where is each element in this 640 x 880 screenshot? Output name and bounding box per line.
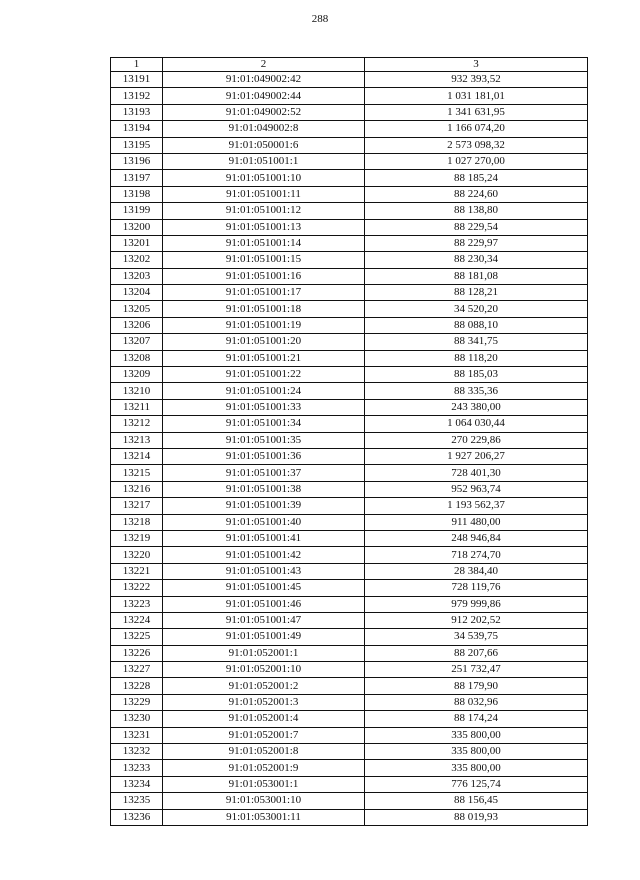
- row-number-cell: 13234: [111, 776, 163, 792]
- cadastral-number-cell: 91:01:051001:1: [163, 153, 365, 169]
- cadastral-number-cell: 91:01:049002:42: [163, 72, 365, 88]
- row-number-cell: 13197: [111, 170, 163, 186]
- cadastral-number-cell: 91:01:052001:8: [163, 744, 365, 760]
- cadastral-number-cell: 91:01:051001:11: [163, 186, 365, 202]
- table-row: [111, 268, 588, 284]
- value-cell: 34 539,75: [365, 629, 588, 645]
- value-cell: 2 573 098,32: [365, 137, 588, 153]
- row-number-cell: 13221: [111, 563, 163, 579]
- table-row: [111, 137, 588, 153]
- row-number-cell: 13230: [111, 711, 163, 727]
- value-cell: 28 384,40: [365, 563, 588, 579]
- table-row: [111, 301, 588, 317]
- row-number-cell: 13216: [111, 481, 163, 497]
- table-row: [111, 629, 588, 645]
- value-cell: 88 207,66: [365, 645, 588, 661]
- value-cell: 335 800,00: [365, 727, 588, 743]
- value-cell: 335 800,00: [365, 744, 588, 760]
- cadastral-number-cell: 91:01:050001:6: [163, 137, 365, 153]
- table-row: [111, 711, 588, 727]
- cadastral-number-cell: 91:01:051001:24: [163, 383, 365, 399]
- table-row: [111, 72, 588, 88]
- row-number-cell: 13210: [111, 383, 163, 399]
- table-header: [111, 58, 588, 72]
- row-number-cell: 13201: [111, 235, 163, 251]
- table-row: [111, 596, 588, 612]
- table-row: [111, 498, 588, 514]
- value-cell: 776 125,74: [365, 776, 588, 792]
- table-row: [111, 235, 588, 251]
- cadastral-number-cell: 91:01:051001:14: [163, 235, 365, 251]
- row-number-cell: 13205: [111, 301, 163, 317]
- table-row: [111, 448, 588, 464]
- value-cell: 88 088,10: [365, 317, 588, 333]
- value-cell: 88 118,20: [365, 350, 588, 366]
- cadastral-number-cell: 91:01:051001:33: [163, 399, 365, 415]
- row-number-cell: 13200: [111, 219, 163, 235]
- cadastral-number-cell: 91:01:051001:38: [163, 481, 365, 497]
- value-cell: 243 380,00: [365, 399, 588, 415]
- page-number: 288: [311, 13, 329, 25]
- row-number-cell: 13212: [111, 416, 163, 432]
- cadastral-number-cell: 91:01:051001:36: [163, 448, 365, 464]
- cadastral-number-cell: 91:01:051001:22: [163, 367, 365, 383]
- cadastral-number-cell: 91:01:053001:1: [163, 776, 365, 792]
- row-number-cell: 13220: [111, 547, 163, 563]
- cadastral-number-cell: 91:01:051001:49: [163, 629, 365, 645]
- cadastral-number-cell: 91:01:051001:41: [163, 530, 365, 546]
- cadastral-number-cell: 91:01:049002:44: [163, 88, 365, 104]
- row-number-cell: 13227: [111, 662, 163, 678]
- table-row: [111, 219, 588, 235]
- row-number-cell: 13222: [111, 580, 163, 596]
- row-number-cell: 13199: [111, 203, 163, 219]
- row-number-cell: 13232: [111, 744, 163, 760]
- row-number-cell: 13193: [111, 104, 163, 120]
- row-number-cell: 13233: [111, 760, 163, 776]
- table-row: [111, 350, 588, 366]
- cadastral-number-cell: 91:01:051001:15: [163, 252, 365, 268]
- column-header-1: 1: [111, 58, 163, 72]
- row-number-cell: 13208: [111, 350, 163, 366]
- cadastral-number-cell: 91:01:052001:4: [163, 711, 365, 727]
- row-number-cell: 13202: [111, 252, 163, 268]
- row-number-cell: 13203: [111, 268, 163, 284]
- cadastral-number-cell: 91:01:052001:7: [163, 727, 365, 743]
- table-body: [111, 72, 588, 826]
- row-number-cell: 13217: [111, 498, 163, 514]
- row-number-cell: 13231: [111, 727, 163, 743]
- value-cell: 251 732,47: [365, 662, 588, 678]
- column-header-2: 2: [163, 58, 365, 72]
- cadastral-number-cell: 91:01:051001:37: [163, 465, 365, 481]
- value-cell: 932 393,52: [365, 72, 588, 88]
- cadastral-number-cell: 91:01:051001:42: [163, 547, 365, 563]
- row-number-cell: 13219: [111, 530, 163, 546]
- table-row: [111, 104, 588, 120]
- row-number-cell: 13196: [111, 153, 163, 169]
- value-cell: 88 230,34: [365, 252, 588, 268]
- row-number-cell: 13209: [111, 367, 163, 383]
- row-number-cell: 13235: [111, 793, 163, 809]
- cadastral-number-cell: 91:01:053001:11: [163, 809, 365, 825]
- cadastral-number-cell: 91:01:052001:10: [163, 662, 365, 678]
- table-row: [111, 416, 588, 432]
- table-row: [111, 760, 588, 776]
- value-cell: 88 128,21: [365, 285, 588, 301]
- header-row: [111, 58, 588, 72]
- table-row: [111, 744, 588, 760]
- data-table: [110, 57, 588, 826]
- cadastral-number-cell: 91:01:051001:16: [163, 268, 365, 284]
- value-cell: 88 181,08: [365, 268, 588, 284]
- value-cell: 88 032,96: [365, 694, 588, 710]
- table-row: [111, 727, 588, 743]
- cadastral-number-cell: 91:01:051001:19: [163, 317, 365, 333]
- cadastral-number-cell: 91:01:051001:20: [163, 334, 365, 350]
- table-row: [111, 776, 588, 792]
- value-cell: 912 202,52: [365, 612, 588, 628]
- value-cell: 88 185,24: [365, 170, 588, 186]
- value-cell: 88 224,60: [365, 186, 588, 202]
- table-row: [111, 530, 588, 546]
- cadastral-number-cell: 91:01:051001:43: [163, 563, 365, 579]
- row-number-cell: 13195: [111, 137, 163, 153]
- cadastral-number-cell: 91:01:051001:45: [163, 580, 365, 596]
- table-row: [111, 317, 588, 333]
- value-cell: 728 401,30: [365, 465, 588, 481]
- row-number-cell: 13226: [111, 645, 163, 661]
- row-number-cell: 13198: [111, 186, 163, 202]
- cadastral-number-cell: 91:01:051001:13: [163, 219, 365, 235]
- table-row: [111, 88, 588, 104]
- table-row: [111, 662, 588, 678]
- table-row: [111, 678, 588, 694]
- value-cell: 728 119,76: [365, 580, 588, 596]
- value-cell: 88 185,03: [365, 367, 588, 383]
- value-cell: 718 274,70: [365, 547, 588, 563]
- row-number-cell: 13206: [111, 317, 163, 333]
- cadastral-number-cell: 91:01:051001:40: [163, 514, 365, 530]
- table-row: [111, 481, 588, 497]
- table-row: [111, 203, 588, 219]
- row-number-cell: 13223: [111, 596, 163, 612]
- cadastral-number-cell: 91:01:051001:34: [163, 416, 365, 432]
- cadastral-number-cell: 91:01:052001:2: [163, 678, 365, 694]
- table-row: [111, 153, 588, 169]
- row-number-cell: 13192: [111, 88, 163, 104]
- table-row: [111, 465, 588, 481]
- value-cell: 1 166 074,20: [365, 121, 588, 137]
- value-cell: 88 174,24: [365, 711, 588, 727]
- value-cell: 979 999,86: [365, 596, 588, 612]
- value-cell: 911 480,00: [365, 514, 588, 530]
- value-cell: 88 019,93: [365, 809, 588, 825]
- table-row: [111, 580, 588, 596]
- row-number-cell: 13213: [111, 432, 163, 448]
- table-row: [111, 170, 588, 186]
- row-number-cell: 13236: [111, 809, 163, 825]
- value-cell: 248 946,84: [365, 530, 588, 546]
- table-row: [111, 399, 588, 415]
- table-row: [111, 186, 588, 202]
- value-cell: 335 800,00: [365, 760, 588, 776]
- row-number-cell: 13228: [111, 678, 163, 694]
- value-cell: 88 341,75: [365, 334, 588, 350]
- value-cell: 88 156,45: [365, 793, 588, 809]
- table-row: [111, 563, 588, 579]
- table-row: [111, 252, 588, 268]
- cadastral-number-cell: 91:01:049002:8: [163, 121, 365, 137]
- row-number-cell: 13215: [111, 465, 163, 481]
- table-row: [111, 793, 588, 809]
- cadastral-number-cell: 91:01:051001:35: [163, 432, 365, 448]
- value-cell: 1 927 206,27: [365, 448, 588, 464]
- table-row: [111, 612, 588, 628]
- row-number-cell: 13225: [111, 629, 163, 645]
- column-header-3: 3: [365, 58, 588, 72]
- cadastral-number-cell: 91:01:051001:18: [163, 301, 365, 317]
- value-cell: 88 229,54: [365, 219, 588, 235]
- table-row: [111, 809, 588, 825]
- row-number-cell: 13204: [111, 285, 163, 301]
- row-number-cell: 13229: [111, 694, 163, 710]
- cadastral-number-cell: 91:01:052001:9: [163, 760, 365, 776]
- table-row: [111, 514, 588, 530]
- row-number-cell: 13224: [111, 612, 163, 628]
- table-row: [111, 432, 588, 448]
- value-cell: 34 520,20: [365, 301, 588, 317]
- cadastral-number-cell: 91:01:052001:3: [163, 694, 365, 710]
- table-row: [111, 285, 588, 301]
- cadastral-number-cell: 91:01:051001:10: [163, 170, 365, 186]
- table-row: [111, 547, 588, 563]
- table-row: [111, 334, 588, 350]
- value-cell: 952 963,74: [365, 481, 588, 497]
- value-cell: 1 031 181,01: [365, 88, 588, 104]
- table-row: [111, 121, 588, 137]
- value-cell: 1 193 562,37: [365, 498, 588, 514]
- value-cell: 270 229,86: [365, 432, 588, 448]
- row-number-cell: 13218: [111, 514, 163, 530]
- cadastral-number-cell: 91:01:049002:52: [163, 104, 365, 120]
- value-cell: 88 229,97: [365, 235, 588, 251]
- table-row: [111, 383, 588, 399]
- row-number-cell: 13194: [111, 121, 163, 137]
- cadastral-number-cell: 91:01:051001:46: [163, 596, 365, 612]
- cadastral-number-cell: 91:01:051001:17: [163, 285, 365, 301]
- value-cell: 88 138,80: [365, 203, 588, 219]
- cadastral-number-cell: 91:01:051001:47: [163, 612, 365, 628]
- table-row: [111, 645, 588, 661]
- cadastral-number-cell: 91:01:052001:1: [163, 645, 365, 661]
- row-number-cell: 13207: [111, 334, 163, 350]
- table-row: [111, 367, 588, 383]
- value-cell: 88 335,36: [365, 383, 588, 399]
- value-cell: 1 027 270,00: [365, 153, 588, 169]
- row-number-cell: 13214: [111, 448, 163, 464]
- cadastral-number-cell: 91:01:051001:39: [163, 498, 365, 514]
- row-number-cell: 13211: [111, 399, 163, 415]
- cadastral-number-cell: 91:01:051001:12: [163, 203, 365, 219]
- cadastral-number-cell: 91:01:051001:21: [163, 350, 365, 366]
- value-cell: 1 341 631,95: [365, 104, 588, 120]
- value-cell: 1 064 030,44: [365, 416, 588, 432]
- cadastral-number-cell: 91:01:053001:10: [163, 793, 365, 809]
- row-number-cell: 13191: [111, 72, 163, 88]
- value-cell: 88 179,90: [365, 678, 588, 694]
- table-row: [111, 694, 588, 710]
